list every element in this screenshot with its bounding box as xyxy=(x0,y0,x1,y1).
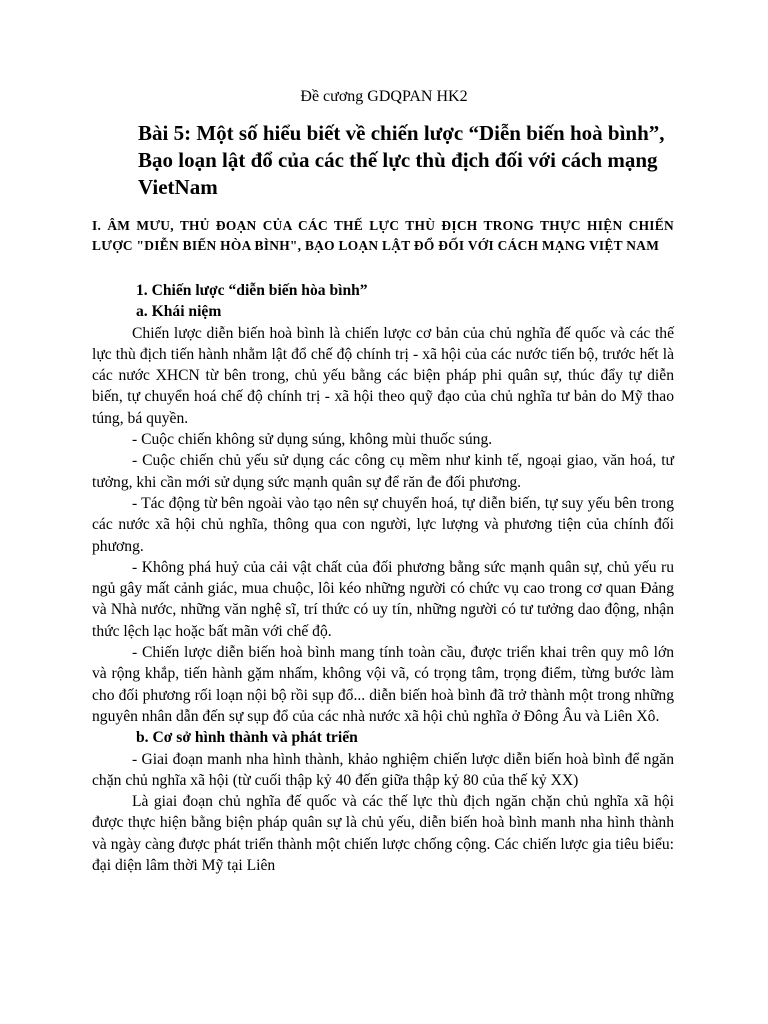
subheading-concept: a. Khái niệm xyxy=(136,303,222,321)
bullet-soft-tools: - Cuộc chiến chủ yếu sử dụng các công cụ mềm như kinh tế, ngoại giao, văn hoá, tư tưởng, khi cần mới sử dụng sức mạnh quân sự để răn đe đối phương. xyxy=(92,452,674,491)
subheading-strategy: 1. Chiến lược “diễn biến hòa bình” xyxy=(136,282,368,299)
document-body xyxy=(92,280,674,876)
bullet-global-strategy: - Chiến lược diễn biến hoà bình mang tính toàn cầu, được triển khai trên quy mô lớn và rộng khắp, tiến hành gặm nhấm, không vội vã, có trọng tâm, trọng điểm, từng bước làm cho đối phương rối loạn nội bộ rồi sụp đổ... diễn biến hoà bình đã trở thành một trong những nguyên nhân dẫn đến sự sụp đổ của các nhà nước xã hội chủ nghĩa ở Đông Âu và Liên Xô. xyxy=(92,644,674,725)
bullet-no-guns: - Cuộc chiến không sử dụng súng, không mùi thuốc súng. xyxy=(132,431,493,449)
bullet-external-impact: - Tác động từ bên ngoài vào tạo nên sự chuyển hoá, tự diễn biến, tự suy yếu bên trong các nước xã hội chủ nghĩa, thông qua con người, lực lượng và phương tiện của chính đối phương. xyxy=(92,494,674,555)
subheading-foundation: b. Cơ sở hình thành và phát triển xyxy=(136,729,358,747)
bullet-no-destruction: - Không phá huỷ của cải vật chất của đối phương bằng sức mạnh quân sự, chủ yếu ru ngủ gây mất cảnh giác, mua chuộc, lôi kéo những người có chức vụ cao trong cơ quan Đảng và Nhà nước, những văn nghệ sĩ, trí thức có uy tín, những người có tư tưởng dao động, nhận thức lệch lạc hoặc bất mãn với chế độ. xyxy=(92,558,674,640)
bullet-early-stage: - Giai đoạn manh nha hình thành, khảo nghiệm chiến lược diễn biến hoà bình để ngăn chặn chủ nghĩa xã hội (từ cuối thập kỷ 40 đến giữa thập kỷ 80 của thế kỷ XX) xyxy=(92,750,674,789)
section-heading: I. ÂM MƯU, THỦ ĐOẠN CỦA CÁC THẾ LỰC THÙ ĐỊCH TRONG THỰC HIỆN CHIẾN LƯỢC "DIỄN BIẾN HÒA BÌNH", BẠO LOẠN LẬT ĐỔ ĐỐI VỚI CÁCH MẠNG VIỆT NAM xyxy=(92,218,674,253)
paragraph-stage-description: Là giai đoạn chủ nghĩa đế quốc và các thế lực thù địch ngăn chặn chủ nghĩa xã hội được thực hiện bằng biện pháp quân sự là chủ yếu, diễn biến hoà bình manh nha hình thành và ngày càng được phát triển thành một chiến lược chống cộng. Các chiến lược gia tiêu biểu: đại diện lâm thời Mỹ tại Liên xyxy=(92,793,674,875)
document-header: Đề cương GDQPAN HK2 xyxy=(300,88,468,105)
paragraph-definition: Chiến lược diễn biến hoà bình là chiến lược cơ bản của chủ nghĩa đế quốc và các thế lực thù địch tiến hành nhằm lật đổ chế độ chính trị - xã hội của các nước tiến bộ, trước hết là các nước XHCN từ bên trong, chủ yếu bằng các biện pháp phi quân sự, thúc đẩy tự diễn biến, tự chuyển hoá chế độ chính trị - xã hội theo quỹ đạo của chủ nghĩa tư bản do Mỹ thao túng, bá quyền. xyxy=(92,324,674,427)
lesson-title: Bài 5: Một số hiểu biết về chiến lược “Diễn biến hoà bình”, Bạo loạn lật đổ của các thế lực thù địch đối với cách mạng VietNam xyxy=(138,121,665,199)
